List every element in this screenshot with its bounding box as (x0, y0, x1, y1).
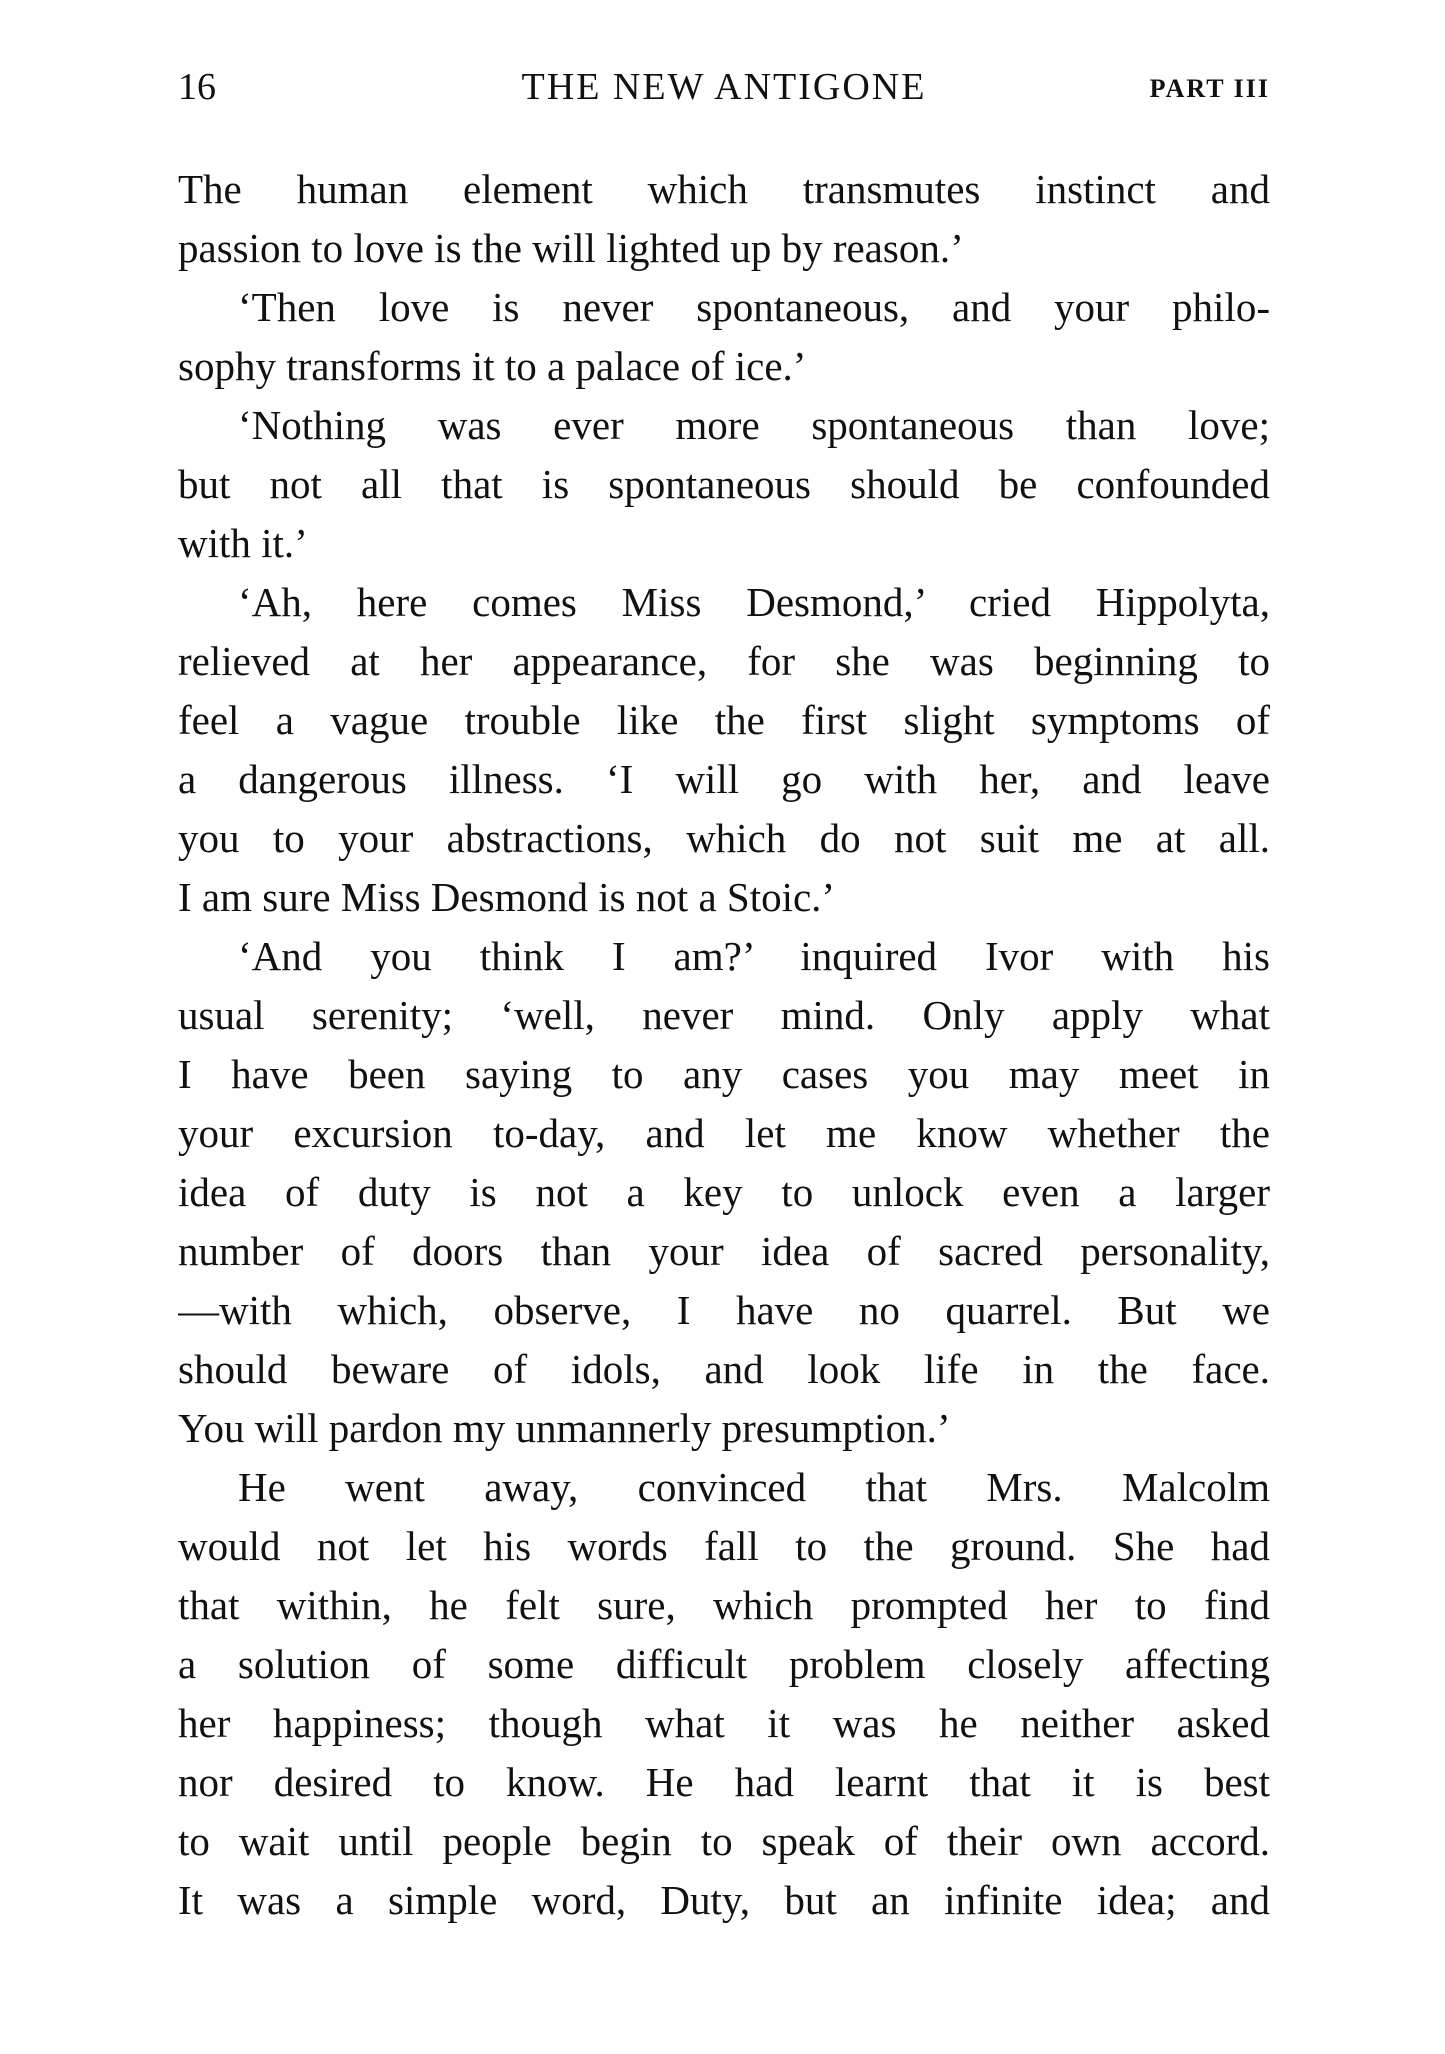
running-title: THE NEW ANTIGONE (521, 66, 927, 108)
running-head (178, 62, 1270, 112)
body-text (178, 160, 1270, 1930)
text-line: usual serenity; ‘well, never mind. Only apply what (178, 992, 1270, 1038)
page-number: 16 (178, 66, 216, 108)
text-line: ‘Then love is never spontaneous, and your philo- (238, 284, 1270, 330)
text-line: sophy transforms it to a palace of ice.’ (178, 343, 807, 389)
text-line: ‘Ah, here comes Miss Desmond,’ cried Hippolyta, (238, 579, 1270, 625)
text-line: feel a vague trouble like the first slight symptoms of (178, 697, 1270, 743)
text-line: I am sure Miss Desmond is not a Stoic.’ (178, 874, 836, 920)
text-line: you to your abstractions, which do not suit me at all. (178, 815, 1270, 861)
text-line: The human element which transmutes instinct and (178, 166, 1270, 212)
text-line: to wait until people begin to speak of their own accord. (178, 1818, 1270, 1864)
text-line: your excursion to-day, and let me know whether the (178, 1110, 1270, 1156)
text-line: should beware of idols, and look life in the face. (178, 1346, 1270, 1392)
text-line: He went away, convinced that Mrs. Malcolm (238, 1464, 1270, 1510)
text-line: It was a simple word, Duty, but an infinite idea; and (178, 1877, 1270, 1923)
text-line: number of doors than your idea of sacred personality, (178, 1228, 1270, 1274)
text-line: a solution of some difficult problem closely affecting (178, 1641, 1270, 1687)
text-line: You will pardon my unmannerly presumption.’ (178, 1405, 951, 1451)
text-line: would not let his words fall to the ground. She had (178, 1523, 1270, 1569)
text-line: that within, he felt sure, which prompted her to find (178, 1582, 1270, 1628)
text-line: I have been saying to any cases you may meet in (178, 1051, 1270, 1097)
text-line: nor desired to know. He had learnt that it is best (178, 1759, 1270, 1805)
text-line: a dangerous illness. ‘I will go with her, and leave (178, 756, 1270, 802)
text-line: —with which, observe, I have no quarrel. But we (178, 1287, 1270, 1333)
text-line: but not all that is spontaneous should be confounded (178, 461, 1270, 507)
text-line: her happiness; though what it was he neither asked (178, 1700, 1270, 1746)
text-line: with it.’ (178, 520, 308, 566)
text-line: ‘Nothing was ever more spontaneous than love; (238, 402, 1270, 448)
text-line: passion to love is the will lighted up by reason.’ (178, 225, 964, 271)
text-line: relieved at her appearance, for she was beginning to (178, 638, 1270, 684)
text-line: idea of duty is not a key to unlock even a larger (178, 1169, 1270, 1215)
text-line: ‘And you think I am?’ inquired Ivor with his (238, 933, 1270, 979)
part-label: PART III (1149, 74, 1270, 103)
